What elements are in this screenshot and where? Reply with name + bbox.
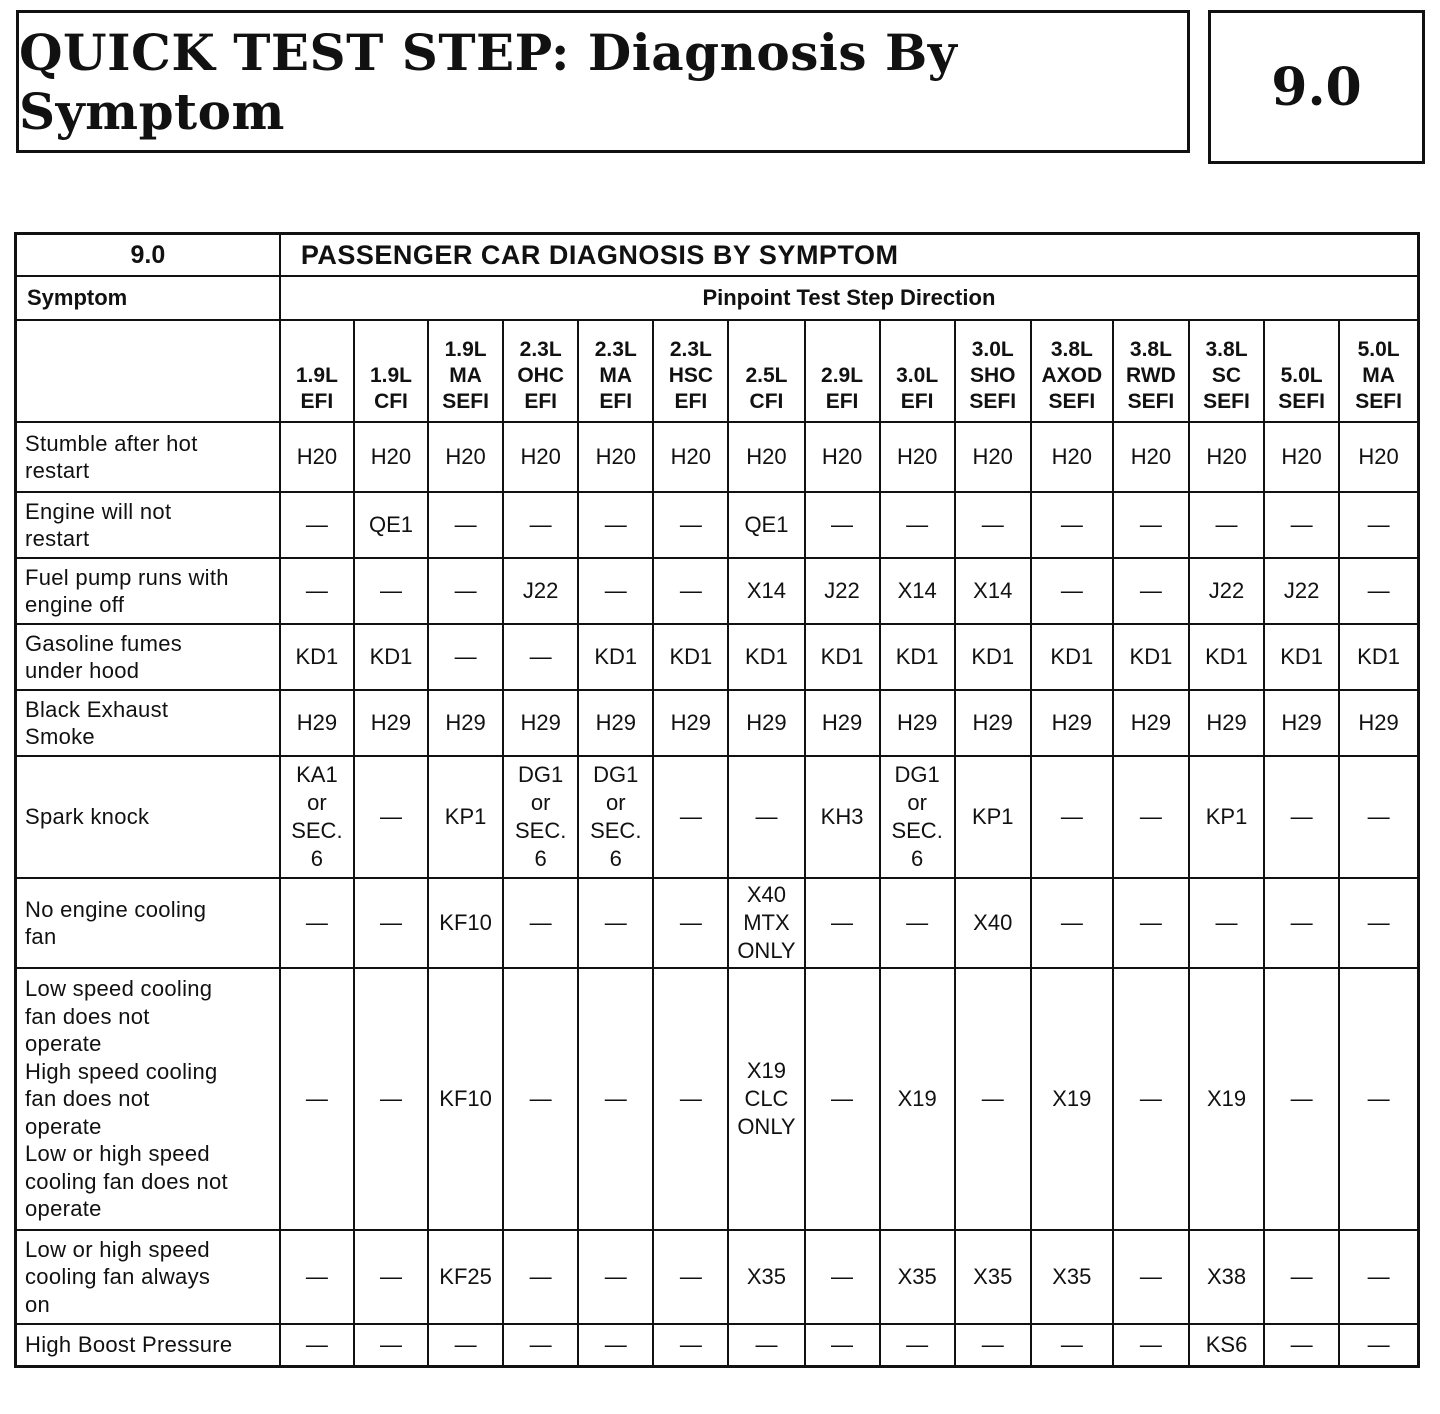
test-step-cell: H20 bbox=[503, 422, 578, 492]
test-step-cell: — bbox=[280, 878, 354, 968]
table-row bbox=[16, 492, 1419, 558]
test-step-cell: — bbox=[653, 968, 728, 1230]
symptom-cell: Black Exhaust Smoke bbox=[16, 690, 280, 756]
test-step-cell: — bbox=[1113, 492, 1189, 558]
test-step-cell: KD1 bbox=[955, 624, 1031, 690]
column-header: 3.8L AXOD SEFI bbox=[1031, 320, 1113, 422]
test-step-cell: — bbox=[354, 756, 428, 878]
symptom-cell: Engine will not restart bbox=[16, 492, 280, 558]
column-header: 5.0L MA SEFI bbox=[1339, 320, 1418, 422]
test-step-cell: — bbox=[280, 492, 354, 558]
test-step-cell: — bbox=[1264, 878, 1339, 968]
table-row bbox=[16, 422, 1419, 492]
column-header: 2.5L CFI bbox=[728, 320, 804, 422]
test-step-cell: — bbox=[1113, 1324, 1189, 1366]
test-step-cell: — bbox=[1113, 756, 1189, 878]
test-step-cell: — bbox=[653, 492, 728, 558]
test-step-cell: — bbox=[1031, 878, 1113, 968]
symptom-cell: Stumble after hot restart bbox=[16, 422, 280, 492]
test-step-cell: X14 bbox=[728, 558, 804, 624]
test-step-cell: — bbox=[354, 1230, 428, 1324]
test-step-cell: — bbox=[1339, 492, 1418, 558]
test-step-cell: — bbox=[354, 878, 428, 968]
test-step-cell: H29 bbox=[1031, 690, 1113, 756]
test-step-cell: — bbox=[1264, 968, 1339, 1230]
column-header: 3.8L RWD SEFI bbox=[1113, 320, 1189, 422]
table-row bbox=[16, 624, 1419, 690]
test-step-cell: H29 bbox=[955, 690, 1031, 756]
test-step-cell: H20 bbox=[955, 422, 1031, 492]
test-step-cell: — bbox=[880, 878, 955, 968]
test-step-cell: H29 bbox=[805, 690, 880, 756]
test-step-cell: H29 bbox=[880, 690, 955, 756]
column-header: 2.3L MA EFI bbox=[578, 320, 653, 422]
test-step-cell: H29 bbox=[280, 690, 354, 756]
page-title: QUICK TEST STEP: Diagnosis By Symptom bbox=[16, 10, 1190, 153]
test-step-cell: QE1 bbox=[354, 492, 428, 558]
test-step-cell: QE1 bbox=[728, 492, 804, 558]
test-step-cell: J22 bbox=[1264, 558, 1339, 624]
test-step-cell: X19 bbox=[880, 968, 955, 1230]
test-step-cell: — bbox=[578, 1230, 653, 1324]
test-step-cell: H20 bbox=[728, 422, 804, 492]
test-step-cell: — bbox=[280, 1230, 354, 1324]
test-step-cell: H29 bbox=[1113, 690, 1189, 756]
table-row bbox=[16, 968, 1419, 1230]
test-step-cell: KF25 bbox=[428, 1230, 503, 1324]
test-step-cell: H20 bbox=[354, 422, 428, 492]
table-row bbox=[16, 690, 1419, 756]
table-row bbox=[16, 1324, 1419, 1366]
symptom-cell: High Boost Pressure bbox=[16, 1324, 280, 1366]
test-step-cell: — bbox=[1113, 968, 1189, 1230]
test-step-cell: — bbox=[1031, 1324, 1113, 1366]
test-step-cell: X40 MTX ONLY bbox=[728, 878, 804, 968]
test-step-cell: — bbox=[1189, 492, 1264, 558]
test-step-cell: — bbox=[503, 1230, 578, 1324]
test-step-cell: H20 bbox=[1189, 422, 1264, 492]
section-number: 9.0 bbox=[16, 234, 280, 277]
column-header: 5.0L SEFI bbox=[1264, 320, 1339, 422]
column-header: 3.8L SC SEFI bbox=[1189, 320, 1264, 422]
test-step-cell: J22 bbox=[503, 558, 578, 624]
test-step-cell: KF10 bbox=[428, 968, 503, 1230]
test-step-cell: X35 bbox=[955, 1230, 1031, 1324]
test-step-cell: KD1 bbox=[1339, 624, 1418, 690]
test-step-cell: DG1 or SEC. 6 bbox=[578, 756, 653, 878]
symptom-cell: Low or high speed cooling fan always on bbox=[16, 1230, 280, 1324]
test-step-cell: H20 bbox=[1113, 422, 1189, 492]
test-step-cell: H20 bbox=[578, 422, 653, 492]
test-step-cell: KD1 bbox=[578, 624, 653, 690]
page-number: 9.0 bbox=[1208, 10, 1425, 164]
test-step-cell: — bbox=[1113, 878, 1189, 968]
test-step-cell: H20 bbox=[805, 422, 880, 492]
test-step-cell: H29 bbox=[1189, 690, 1264, 756]
test-step-cell: — bbox=[880, 1324, 955, 1366]
column-header: 1.9L MA SEFI bbox=[428, 320, 503, 422]
symptom-cell: Spark knock bbox=[16, 756, 280, 878]
symptom-cell: Gasoline fumes under hood bbox=[16, 624, 280, 690]
test-step-cell: X19 bbox=[1031, 968, 1113, 1230]
table-row bbox=[16, 878, 1419, 968]
test-step-cell: X19 bbox=[1189, 968, 1264, 1230]
test-step-cell: KD1 bbox=[653, 624, 728, 690]
test-step-cell: — bbox=[428, 624, 503, 690]
test-step-cell: — bbox=[1031, 756, 1113, 878]
table-body bbox=[16, 422, 1419, 1366]
test-step-cell: — bbox=[728, 756, 804, 878]
column-header: 3.0L SHO SEFI bbox=[955, 320, 1031, 422]
test-step-cell: — bbox=[805, 968, 880, 1230]
test-step-cell: — bbox=[880, 492, 955, 558]
test-step-cell: — bbox=[955, 1324, 1031, 1366]
test-step-cell: KD1 bbox=[1113, 624, 1189, 690]
test-step-cell: H20 bbox=[1339, 422, 1418, 492]
test-step-cell: — bbox=[280, 558, 354, 624]
test-step-cell: X35 bbox=[1031, 1230, 1113, 1324]
direction-header: Pinpoint Test Step Direction bbox=[280, 276, 1419, 320]
column-header: 2.3L OHC EFI bbox=[503, 320, 578, 422]
test-step-cell: J22 bbox=[1189, 558, 1264, 624]
symptom-cell: Low speed cooling fan does not operate High speed cooling fan does not operate Low or high speed cooling fan does not operate bbox=[16, 968, 280, 1230]
test-step-cell: — bbox=[955, 492, 1031, 558]
column-header-row bbox=[16, 320, 1419, 422]
test-step-cell: — bbox=[653, 1230, 728, 1324]
test-step-cell: J22 bbox=[805, 558, 880, 624]
test-step-cell: KP1 bbox=[428, 756, 503, 878]
test-step-cell: KD1 bbox=[354, 624, 428, 690]
test-step-cell: — bbox=[1339, 1324, 1418, 1366]
test-step-cell: — bbox=[578, 492, 653, 558]
test-step-cell: — bbox=[1339, 1230, 1418, 1324]
test-step-cell: — bbox=[1031, 558, 1113, 624]
test-step-cell: — bbox=[280, 968, 354, 1230]
test-step-cell: — bbox=[354, 968, 428, 1230]
test-step-cell: — bbox=[503, 878, 578, 968]
test-step-cell: DG1 or SEC. 6 bbox=[503, 756, 578, 878]
column-header: 1.9L EFI bbox=[280, 320, 354, 422]
test-step-cell: KD1 bbox=[1031, 624, 1113, 690]
test-step-cell: — bbox=[578, 558, 653, 624]
test-step-cell: — bbox=[1189, 878, 1264, 968]
column-header: 1.9L CFI bbox=[354, 320, 428, 422]
diagnosis-table bbox=[14, 232, 1420, 1368]
test-step-cell: — bbox=[503, 492, 578, 558]
test-step-cell: H20 bbox=[280, 422, 354, 492]
test-step-cell: — bbox=[354, 1324, 428, 1366]
test-step-cell: — bbox=[280, 1324, 354, 1366]
test-step-cell: — bbox=[503, 968, 578, 1230]
test-step-cell: KH3 bbox=[805, 756, 880, 878]
test-step-cell: — bbox=[955, 968, 1031, 1230]
section-title-row bbox=[16, 234, 1419, 277]
test-step-cell: — bbox=[503, 1324, 578, 1366]
test-step-cell: H20 bbox=[428, 422, 503, 492]
test-step-cell: — bbox=[1264, 756, 1339, 878]
test-step-cell: — bbox=[578, 968, 653, 1230]
test-step-cell: KD1 bbox=[1189, 624, 1264, 690]
test-step-cell: — bbox=[1264, 1324, 1339, 1366]
test-step-cell: KD1 bbox=[728, 624, 804, 690]
test-step-cell: H20 bbox=[880, 422, 955, 492]
test-step-cell: — bbox=[1264, 492, 1339, 558]
test-step-cell: H29 bbox=[728, 690, 804, 756]
test-step-cell: KA1 or SEC. 6 bbox=[280, 756, 354, 878]
test-step-cell: H20 bbox=[1031, 422, 1113, 492]
column-header: 3.0L EFI bbox=[880, 320, 955, 422]
blank-header-cell bbox=[16, 320, 280, 422]
test-step-cell: — bbox=[1339, 756, 1418, 878]
symptom-cell: Fuel pump runs with engine off bbox=[16, 558, 280, 624]
test-step-cell: X38 bbox=[1189, 1230, 1264, 1324]
table-row bbox=[16, 756, 1419, 878]
test-step-cell: — bbox=[805, 1230, 880, 1324]
test-step-cell: — bbox=[503, 624, 578, 690]
section-title: PASSENGER CAR DIAGNOSIS BY SYMPTOM bbox=[280, 234, 1419, 277]
test-step-cell: KP1 bbox=[1189, 756, 1264, 878]
test-step-cell: — bbox=[1031, 492, 1113, 558]
column-header: 2.3L HSC EFI bbox=[653, 320, 728, 422]
symptom-header: Symptom bbox=[16, 276, 280, 320]
test-step-cell: — bbox=[354, 558, 428, 624]
test-step-cell: KS6 bbox=[1189, 1324, 1264, 1366]
test-step-cell: KD1 bbox=[280, 624, 354, 690]
test-step-cell: — bbox=[653, 878, 728, 968]
table-row bbox=[16, 1230, 1419, 1324]
test-step-cell: — bbox=[578, 878, 653, 968]
test-step-cell: H29 bbox=[653, 690, 728, 756]
column-header: 2.9L EFI bbox=[805, 320, 880, 422]
test-step-cell: H29 bbox=[354, 690, 428, 756]
test-step-cell: X40 bbox=[955, 878, 1031, 968]
test-step-cell: — bbox=[653, 558, 728, 624]
test-step-cell: KP1 bbox=[955, 756, 1031, 878]
test-step-cell: — bbox=[805, 492, 880, 558]
test-step-cell: — bbox=[428, 558, 503, 624]
test-step-cell: H29 bbox=[578, 690, 653, 756]
test-step-cell: KD1 bbox=[1264, 624, 1339, 690]
test-step-cell: X35 bbox=[880, 1230, 955, 1324]
symptom-cell: No engine cooling fan bbox=[16, 878, 280, 968]
test-step-cell: — bbox=[653, 756, 728, 878]
test-step-cell: — bbox=[1339, 968, 1418, 1230]
test-step-cell: — bbox=[428, 492, 503, 558]
test-step-cell: — bbox=[428, 1324, 503, 1366]
test-step-cell: KD1 bbox=[805, 624, 880, 690]
test-step-cell: X14 bbox=[880, 558, 955, 624]
test-step-cell: — bbox=[1113, 1230, 1189, 1324]
test-step-cell: — bbox=[653, 1324, 728, 1366]
test-step-cell: — bbox=[578, 1324, 653, 1366]
test-step-cell: H29 bbox=[1264, 690, 1339, 756]
test-step-cell: H29 bbox=[1339, 690, 1418, 756]
test-step-cell: X19 CLC ONLY bbox=[728, 968, 804, 1230]
test-step-cell: KD1 bbox=[880, 624, 955, 690]
test-step-cell: — bbox=[805, 878, 880, 968]
test-step-cell: X14 bbox=[955, 558, 1031, 624]
test-step-cell: — bbox=[1339, 558, 1418, 624]
table-row bbox=[16, 558, 1419, 624]
test-step-cell: — bbox=[728, 1324, 804, 1366]
test-step-cell: H29 bbox=[428, 690, 503, 756]
test-step-cell: — bbox=[1339, 878, 1418, 968]
header-row bbox=[16, 276, 1419, 320]
test-step-cell: H20 bbox=[653, 422, 728, 492]
test-step-cell: — bbox=[1264, 1230, 1339, 1324]
test-step-cell: — bbox=[805, 1324, 880, 1366]
test-step-cell: X35 bbox=[728, 1230, 804, 1324]
test-step-cell: — bbox=[1113, 558, 1189, 624]
test-step-cell: DG1 or SEC. 6 bbox=[880, 756, 955, 878]
test-step-cell: H29 bbox=[503, 690, 578, 756]
test-step-cell: KF10 bbox=[428, 878, 503, 968]
test-step-cell: H20 bbox=[1264, 422, 1339, 492]
